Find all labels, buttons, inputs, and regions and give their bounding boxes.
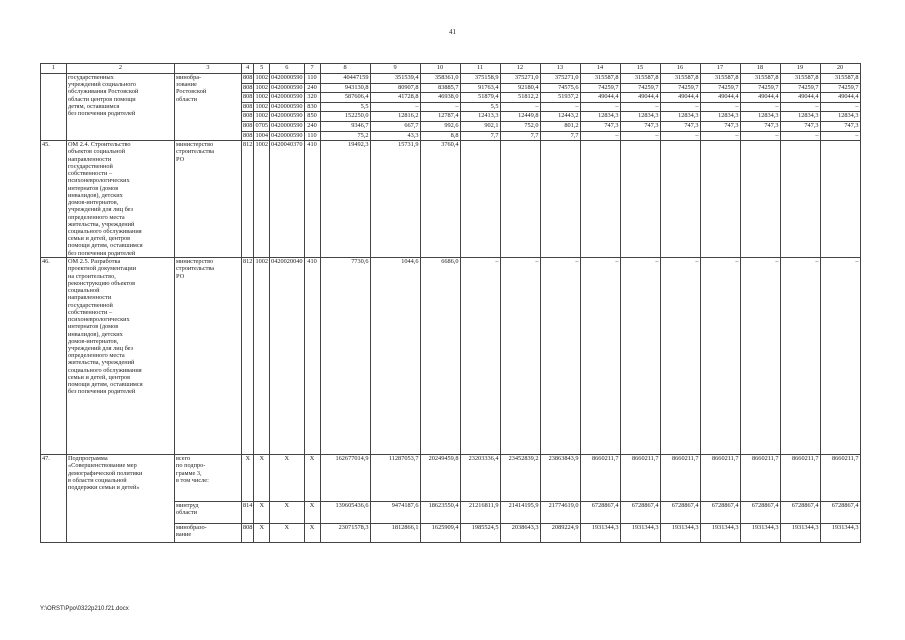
value-cell: 162677014,9 [320, 455, 370, 502]
value-cell: 808 [242, 83, 254, 93]
value-cell [660, 141, 700, 258]
value-cell: 49044,4 [740, 93, 780, 103]
value-cell: 747,3 [660, 121, 700, 131]
value-cell: 74259,7 [740, 83, 780, 93]
value-cell: 315587,8 [700, 74, 740, 84]
value-cell: 8660211,7 [620, 455, 660, 502]
value-cell: 110 [304, 74, 320, 84]
value-cell: 358361,0 [420, 74, 460, 84]
value-cell: 5,5 [460, 102, 500, 112]
value-cell: 152250,0 [320, 112, 370, 122]
value-cell: 5,5 [320, 102, 370, 112]
value-cell: 808 [242, 131, 254, 141]
measure-name: ОМ 2.5. Разработка проектной документации на строительство, реконструкцию объектов социальной направленности государственной собственности – психоневрологических интернатов (домов инвалидов), детских домов-интернатов, учреждений для лиц без определенного места жительства, учреждений социального обслуживания семьи и детей, центров помощи детям, оставшимся без попечения родителей [67, 258, 175, 455]
value-cell: 9474187,6 [370, 502, 420, 524]
value-cell: 49044,4 [580, 93, 620, 103]
value-cell: – [580, 102, 620, 112]
value-cell: – [740, 131, 780, 141]
value-cell: 6728867,4 [620, 502, 660, 524]
value-cell: 375271,0 [500, 74, 540, 84]
value-cell: 12834,3 [780, 112, 820, 122]
budget-table [40, 63, 861, 543]
column-number: 18 [740, 64, 780, 74]
column-number: 1 [41, 64, 67, 74]
value-cell: 375271,0 [540, 74, 580, 84]
value-cell: 20249459,8 [420, 455, 460, 502]
value-cell: – [820, 131, 860, 141]
column-number: 20 [820, 64, 860, 74]
value-cell: 0420020040 [270, 258, 304, 455]
value-cell: – [740, 258, 780, 455]
value-cell: – [780, 258, 820, 455]
value-cell: 0420000590 [270, 93, 304, 103]
value-cell: X [304, 502, 320, 524]
value-cell: 23071578,3 [320, 524, 370, 543]
value-cell: 1002 [254, 93, 270, 103]
value-cell: – [660, 258, 700, 455]
value-cell: – [820, 258, 860, 455]
value-cell: – [420, 102, 460, 112]
value-cell: 7,7 [540, 131, 580, 141]
column-number: 15 [620, 64, 660, 74]
value-cell: 12834,3 [740, 112, 780, 122]
value-cell: 808 [242, 121, 254, 131]
value-cell: 12834,3 [820, 112, 860, 122]
value-cell: X [254, 502, 270, 524]
value-cell: 41728,8 [370, 93, 420, 103]
column-number: 12 [500, 64, 540, 74]
value-cell: 1002 [254, 141, 270, 258]
column-number-row [41, 64, 861, 74]
value-cell [540, 141, 580, 258]
value-cell: X [254, 455, 270, 502]
value-cell [460, 141, 500, 258]
value-cell: 6728867,4 [580, 502, 620, 524]
executor-name: минтруд области [175, 502, 242, 524]
value-cell: – [780, 131, 820, 141]
value-cell: 12834,3 [660, 112, 700, 122]
column-number: 3 [175, 64, 242, 74]
value-cell: – [540, 102, 580, 112]
value-cell: 747,3 [740, 121, 780, 131]
value-cell: 18623550,4 [420, 502, 460, 524]
value-cell: – [740, 102, 780, 112]
value-cell: – [620, 131, 660, 141]
value-cell: 240 [304, 83, 320, 93]
value-cell: 91763,4 [460, 83, 500, 93]
value-cell: 0705 [254, 121, 270, 131]
value-cell: 747,3 [780, 121, 820, 131]
value-cell: 808 [242, 102, 254, 112]
value-cell: 1931344,3 [780, 524, 820, 543]
value-cell: 23863843,9 [540, 455, 580, 502]
value-cell: 320 [304, 93, 320, 103]
value-cell: 139605436,6 [320, 502, 370, 524]
value-cell: X [254, 524, 270, 543]
value-cell: 7730,6 [320, 258, 370, 455]
column-number: 11 [460, 64, 500, 74]
value-cell: 51812,2 [500, 93, 540, 103]
executor-name: минобра- зование Ростовской области [175, 74, 242, 141]
row-number-cell: 45. [41, 141, 67, 258]
value-cell: 808 [242, 93, 254, 103]
value-cell: 8,8 [420, 131, 460, 141]
value-cell: 7,7 [500, 131, 540, 141]
value-cell: 19492,3 [320, 141, 370, 258]
value-cell: 0420000590 [270, 83, 304, 93]
value-cell: 0420000590 [270, 74, 304, 84]
value-cell: 12787,4 [420, 112, 460, 122]
column-number: 5 [254, 64, 270, 74]
value-cell: 6728867,4 [780, 502, 820, 524]
measure-name: ОМ 2.4. Строительство объектов социальной направленности государственной собственности – психоневрологических интернатов (домов инвалидов), детских домов-интернатов, учреждений для лиц без определенного места жительства, учреждений социального обслуживания семьи и детей, центров помощи детям, оставшимся без попечения родителей [67, 141, 175, 258]
value-cell: – [620, 102, 660, 112]
value-cell: 51937,2 [540, 93, 580, 103]
column-number: 14 [580, 64, 620, 74]
value-cell: 12834,3 [580, 112, 620, 122]
value-cell: 6728867,4 [820, 502, 860, 524]
value-cell: 1044,6 [370, 258, 420, 455]
value-cell: 12834,3 [620, 112, 660, 122]
column-number: 6 [270, 64, 304, 74]
value-cell: 46938,0 [420, 93, 460, 103]
value-cell: 2089224,9 [540, 524, 580, 543]
value-cell: 74259,7 [580, 83, 620, 93]
measure-name: государственных учреждений социального обслуживания Ростовской области центров помощи детям, оставшимся без попечения родителей [67, 74, 175, 141]
column-number: 4 [242, 64, 254, 74]
value-cell: 1931344,3 [580, 524, 620, 543]
row-number-cell: 47. [41, 455, 67, 543]
column-number: 16 [660, 64, 700, 74]
value-cell: 1625909,4 [420, 524, 460, 543]
value-cell: 8660211,7 [580, 455, 620, 502]
value-cell: – [500, 102, 540, 112]
value-cell: 315587,8 [660, 74, 700, 84]
value-cell: 40447159 [320, 74, 370, 84]
value-cell: 808 [242, 112, 254, 122]
value-cell: 1931344,3 [660, 524, 700, 543]
row-number-cell [41, 74, 67, 141]
value-cell: 902,1 [460, 121, 500, 131]
value-cell: 943130,8 [320, 83, 370, 93]
value-cell: 12816,2 [370, 112, 420, 122]
column-number: 13 [540, 64, 580, 74]
value-cell: 11287053,7 [370, 455, 420, 502]
value-cell: 1002 [254, 258, 270, 455]
value-cell: 1002 [254, 112, 270, 122]
value-cell: 1002 [254, 83, 270, 93]
value-cell: 74575,6 [540, 83, 580, 93]
value-cell: – [500, 258, 540, 455]
value-cell: 747,3 [700, 121, 740, 131]
table-row [41, 141, 861, 258]
value-cell: 0420000590 [270, 102, 304, 112]
column-number: 8 [320, 64, 370, 74]
value-cell: 75,2 [320, 131, 370, 141]
value-cell: 747,3 [820, 121, 860, 131]
executor-name: министерство строительства РО [175, 258, 242, 455]
column-number: 7 [304, 64, 320, 74]
value-cell: 747,3 [620, 121, 660, 131]
value-cell: – [780, 102, 820, 112]
value-cell: 12834,3 [700, 112, 740, 122]
value-cell: 9346,7 [320, 121, 370, 131]
column-number: 10 [420, 64, 460, 74]
value-cell: 375158,9 [460, 74, 500, 84]
value-cell: 801,2 [540, 121, 580, 131]
value-cell [820, 141, 860, 258]
value-cell: – [660, 131, 700, 141]
table-row [41, 455, 861, 502]
value-cell: 808 [242, 74, 254, 84]
value-cell: 21414195,9 [500, 502, 540, 524]
value-cell: 315587,8 [820, 74, 860, 84]
value-cell: 0420040370 [270, 141, 304, 258]
value-cell: 110 [304, 131, 320, 141]
value-cell [580, 141, 620, 258]
value-cell: X [270, 455, 304, 502]
column-number: 17 [700, 64, 740, 74]
value-cell: 1985524,5 [460, 524, 500, 543]
value-cell [620, 141, 660, 258]
value-cell: 587606,4 [320, 93, 370, 103]
value-cell: 51879,4 [460, 93, 500, 103]
value-cell: 315587,8 [740, 74, 780, 84]
value-cell: 1004 [254, 131, 270, 141]
value-cell: 49044,4 [660, 93, 700, 103]
value-cell: 49044,4 [700, 93, 740, 103]
value-cell [780, 141, 820, 258]
value-cell: 74259,7 [660, 83, 700, 93]
value-cell: 667,7 [370, 121, 420, 131]
value-cell: 1931344,3 [620, 524, 660, 543]
value-cell: 83885,7 [420, 83, 460, 93]
value-cell: 8660211,7 [780, 455, 820, 502]
value-cell: – [460, 258, 500, 455]
value-cell: 992,6 [420, 121, 460, 131]
value-cell: 6728867,4 [660, 502, 700, 524]
value-cell: – [660, 102, 700, 112]
value-cell: 3760,4 [420, 141, 460, 258]
value-cell: 74259,7 [620, 83, 660, 93]
value-cell: 7,7 [460, 131, 500, 141]
value-cell: 23203336,4 [460, 455, 500, 502]
value-cell: 6728867,4 [700, 502, 740, 524]
value-cell: 2038643,3 [500, 524, 540, 543]
value-cell: – [580, 131, 620, 141]
table-row [41, 258, 861, 455]
value-cell: – [700, 131, 740, 141]
value-cell: 0420000590 [270, 131, 304, 141]
value-cell: 23452839,2 [500, 455, 540, 502]
page-number: 41 [449, 28, 456, 36]
value-cell: – [580, 258, 620, 455]
value-cell: 1812866,1 [370, 524, 420, 543]
value-cell: X [242, 455, 254, 502]
column-number: 9 [370, 64, 420, 74]
value-cell: 1931344,3 [820, 524, 860, 543]
value-cell: 315587,8 [580, 74, 620, 84]
value-cell: 49044,4 [620, 93, 660, 103]
value-cell: 12443,2 [540, 112, 580, 122]
value-cell: 1931344,3 [700, 524, 740, 543]
file-path-footer: Y:\ORST\Ppo\0322p210.f21.docx [40, 606, 129, 612]
executor-name: минобразо- вание [175, 524, 242, 543]
value-cell: X [270, 524, 304, 543]
value-cell: 8660211,7 [700, 455, 740, 502]
value-cell: 315587,8 [620, 74, 660, 84]
value-cell: 1002 [254, 74, 270, 84]
column-number: 19 [780, 64, 820, 74]
value-cell: 6686,0 [420, 258, 460, 455]
value-cell: 49044,4 [780, 93, 820, 103]
value-cell: 850 [304, 112, 320, 122]
value-cell: 8660211,7 [820, 455, 860, 502]
value-cell: – [820, 102, 860, 112]
value-cell: 15731,9 [370, 141, 420, 258]
value-cell: 49044,4 [820, 93, 860, 103]
value-cell: 12449,8 [500, 112, 540, 122]
value-cell: 80907,8 [370, 83, 420, 93]
value-cell: 410 [304, 141, 320, 258]
value-cell: 0420000590 [270, 121, 304, 131]
value-cell: 43,3 [370, 131, 420, 141]
executor-name: министерство строительства РО [175, 141, 242, 258]
executor-name: всего по подпро- грамме 3, в том числе: [175, 455, 242, 502]
value-cell: 74259,7 [700, 83, 740, 93]
value-cell [500, 141, 540, 258]
value-cell: – [370, 102, 420, 112]
value-cell: – [700, 102, 740, 112]
value-cell: 812 [242, 258, 254, 455]
row-number-cell: 46. [41, 258, 67, 455]
value-cell: 315587,8 [780, 74, 820, 84]
value-cell: 8660211,7 [740, 455, 780, 502]
value-cell: 1931344,3 [740, 524, 780, 543]
value-cell: 1002 [254, 102, 270, 112]
value-cell: 351539,4 [370, 74, 420, 84]
value-cell [700, 141, 740, 258]
value-cell: 747,3 [580, 121, 620, 131]
value-cell: 410 [304, 258, 320, 455]
value-cell: 240 [304, 121, 320, 131]
value-cell: 6728867,4 [740, 502, 780, 524]
value-cell: 814 [242, 502, 254, 524]
value-cell: – [620, 258, 660, 455]
value-cell: X [304, 524, 320, 543]
value-cell: 74259,7 [780, 83, 820, 93]
value-cell: X [304, 455, 320, 502]
value-cell: 0420000590 [270, 112, 304, 122]
value-cell: 74259,7 [820, 83, 860, 93]
value-cell: – [700, 258, 740, 455]
value-cell: 12413,3 [460, 112, 500, 122]
value-cell [740, 141, 780, 258]
value-cell: 21216811,9 [460, 502, 500, 524]
column-number: 2 [67, 64, 175, 74]
value-cell: X [270, 502, 304, 524]
value-cell: 752,0 [500, 121, 540, 131]
table-row [41, 74, 861, 84]
value-cell: 812 [242, 141, 254, 258]
value-cell: 8660211,7 [660, 455, 700, 502]
measure-name: Подпрограмма «Совершенствование мер демографической политики в области социальной поддержки семьи и детей» [67, 455, 175, 543]
value-cell: 830 [304, 102, 320, 112]
value-cell: 21774619,0 [540, 502, 580, 524]
value-cell: – [540, 258, 580, 455]
value-cell: 808 [242, 524, 254, 543]
value-cell: 92180,4 [500, 83, 540, 93]
